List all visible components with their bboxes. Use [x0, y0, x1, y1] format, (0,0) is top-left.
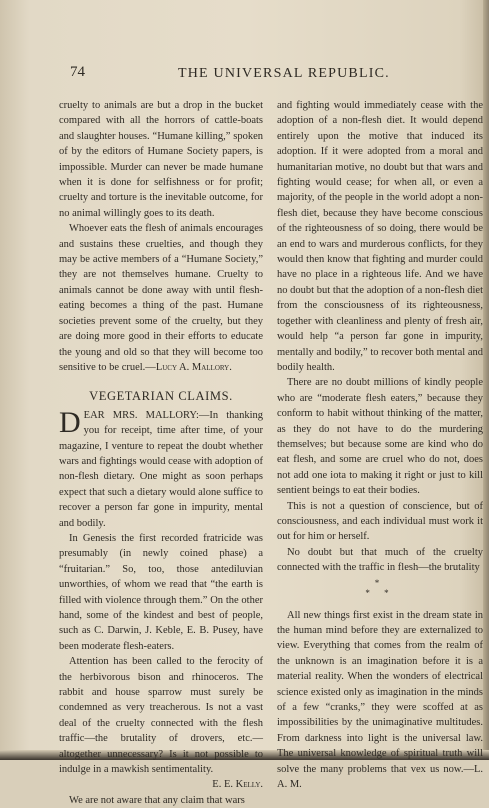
divider-star-top: * — [374, 577, 386, 588]
divider-stars-bottom: * * — [365, 587, 395, 598]
paragraph: This is not a question of conscience, but of consciousness, and each individual must work it out for him or herself. — [277, 500, 483, 543]
page-header — [0, 64, 489, 86]
paragraph — [59, 221, 263, 375]
paragraph: cruelty to animals are but a drop in the bucket compared with all the horrors of cattle-boats and slaughter houses. “Humane killing,” spoken of by the editors of Humane Society papers, is impossible. Murder can never be made humane when it is done for selfishness or for profit; cruelty and torture is the inevitable outcome, for no animal willingly goes to its death. — [59, 100, 263, 219]
paragraph-text: Whoever eats the flesh of animals encourages and sustains these cruelties, and though they may be active members of a “Humane Society,” they are not themselves humane. Cruelty to animals cannot be done away with until flesh-eating becomes a thing of the past. Humane societies prevent some of the cruelty, but they are doing more good in their efforts to educate the young and old so that they will become too sensitive to be cruel.— — [59, 223, 263, 373]
reply-paragraph: We are not aware that any claim that wars — [69, 794, 245, 806]
left-column — [59, 98, 263, 808]
page-edge-right — [483, 0, 489, 760]
letter-paragraph: In Genesis the first recorded fratricide was presumably (in newly coined phase) a “fruitarian.” So, too, those antediluvian unworthies, of whom we read that “the earth is filled with violence through them.” On the other hand, some of the kindest and best of people, such as C. Darwin, J. Keble, E. B. Pusey, have been moderate flesh-eaters. — [59, 532, 263, 652]
paragraph: No doubt but that much of the cruelty connected with the traffic in flesh—the brutality — [277, 546, 483, 574]
author-signature: Lucy A. Mallory. — [155, 361, 232, 373]
section-title: VEGETARIAN CLAIMS. — [89, 389, 233, 404]
letter-text: EAR MRS. MALLORY:—In thanking you for receipt, time after time, of your magazine, I venture to repeat the doubt whether wars and fightings would cease with adoption of non-flesh dietary. One might as soon perhaps expect that such a dietary would alone suffice to recover a person far gone in impurity, mental and bodily. — [59, 409, 263, 529]
page-number: 74 — [70, 64, 85, 80]
letter-signature: E. E. Kelly. — [212, 779, 263, 791]
letter-paragraph — [59, 405, 263, 531]
drop-cap: D — [59, 405, 81, 439]
letter-paragraph: Attention has been called to the ferocity of the herbivorous bison and rhinoceros. The rabbit and house sparrow must surely be condemned as very treacherous. Is not a vast deal of the cruelty connected with the flesh traffic—the brutality of drovers, etc.—altogether unnecessary? Is it not possible to indulge in a mawkish sentimentality. — [59, 656, 263, 776]
paragraph: and fighting would immediately cease with the adoption of a non-flesh diet. It would depend entirely upon the motive that induced its adoption. If it were adopted from a moral and humanitarian motive, no doubt but that wars and fighting would cease; for when all, or even a majority, of the people in the world adopt a non-flesh diet, because they have become conscious of the righteousness of so doing, there would be an end to wars and murderous conflicts, for they would then know that fighting and murder could have no place in a righteous life. And we have no doubt but that the adoption of a non-flesh diet from the consciousness of its righteousness, together with cleanliness and plenty of fresh air, would help “a person far gone in impurity, mentally and bodily,” to recover both mental and bodily health. — [277, 100, 483, 373]
paragraph: All new things first exist in the dream state in the human mind before they are externalized to view. Everything that comes from the realm of the unknown is an imagination before it is a material reality. When the wonders of electrical science existed only as imagination in the minds of a few “cranks,” they were scoffed at as impossibilities by the unimaginative multitudes. From darkness into light is the universal law. The universal knowledge of spiritual truth will solve the many problems that vex us now.—L. A. M. — [277, 609, 483, 791]
section-divider — [277, 578, 483, 598]
paragraph: There are no doubt millions of kindly people who are “moderate flesh eaters,” because they conform to habit without thinking of the matter, as they do not have to do the murdering themselves; but because some are kind who do eat flesh, and some are cruel who do not, does not add one iota to making it right or just to kill sentient beings to eat their bodies. — [277, 377, 483, 497]
letter-signature-line — [59, 777, 263, 792]
running-head: THE UNIVERSAL REPUBLIC. — [178, 66, 390, 81]
right-column — [277, 98, 483, 792]
